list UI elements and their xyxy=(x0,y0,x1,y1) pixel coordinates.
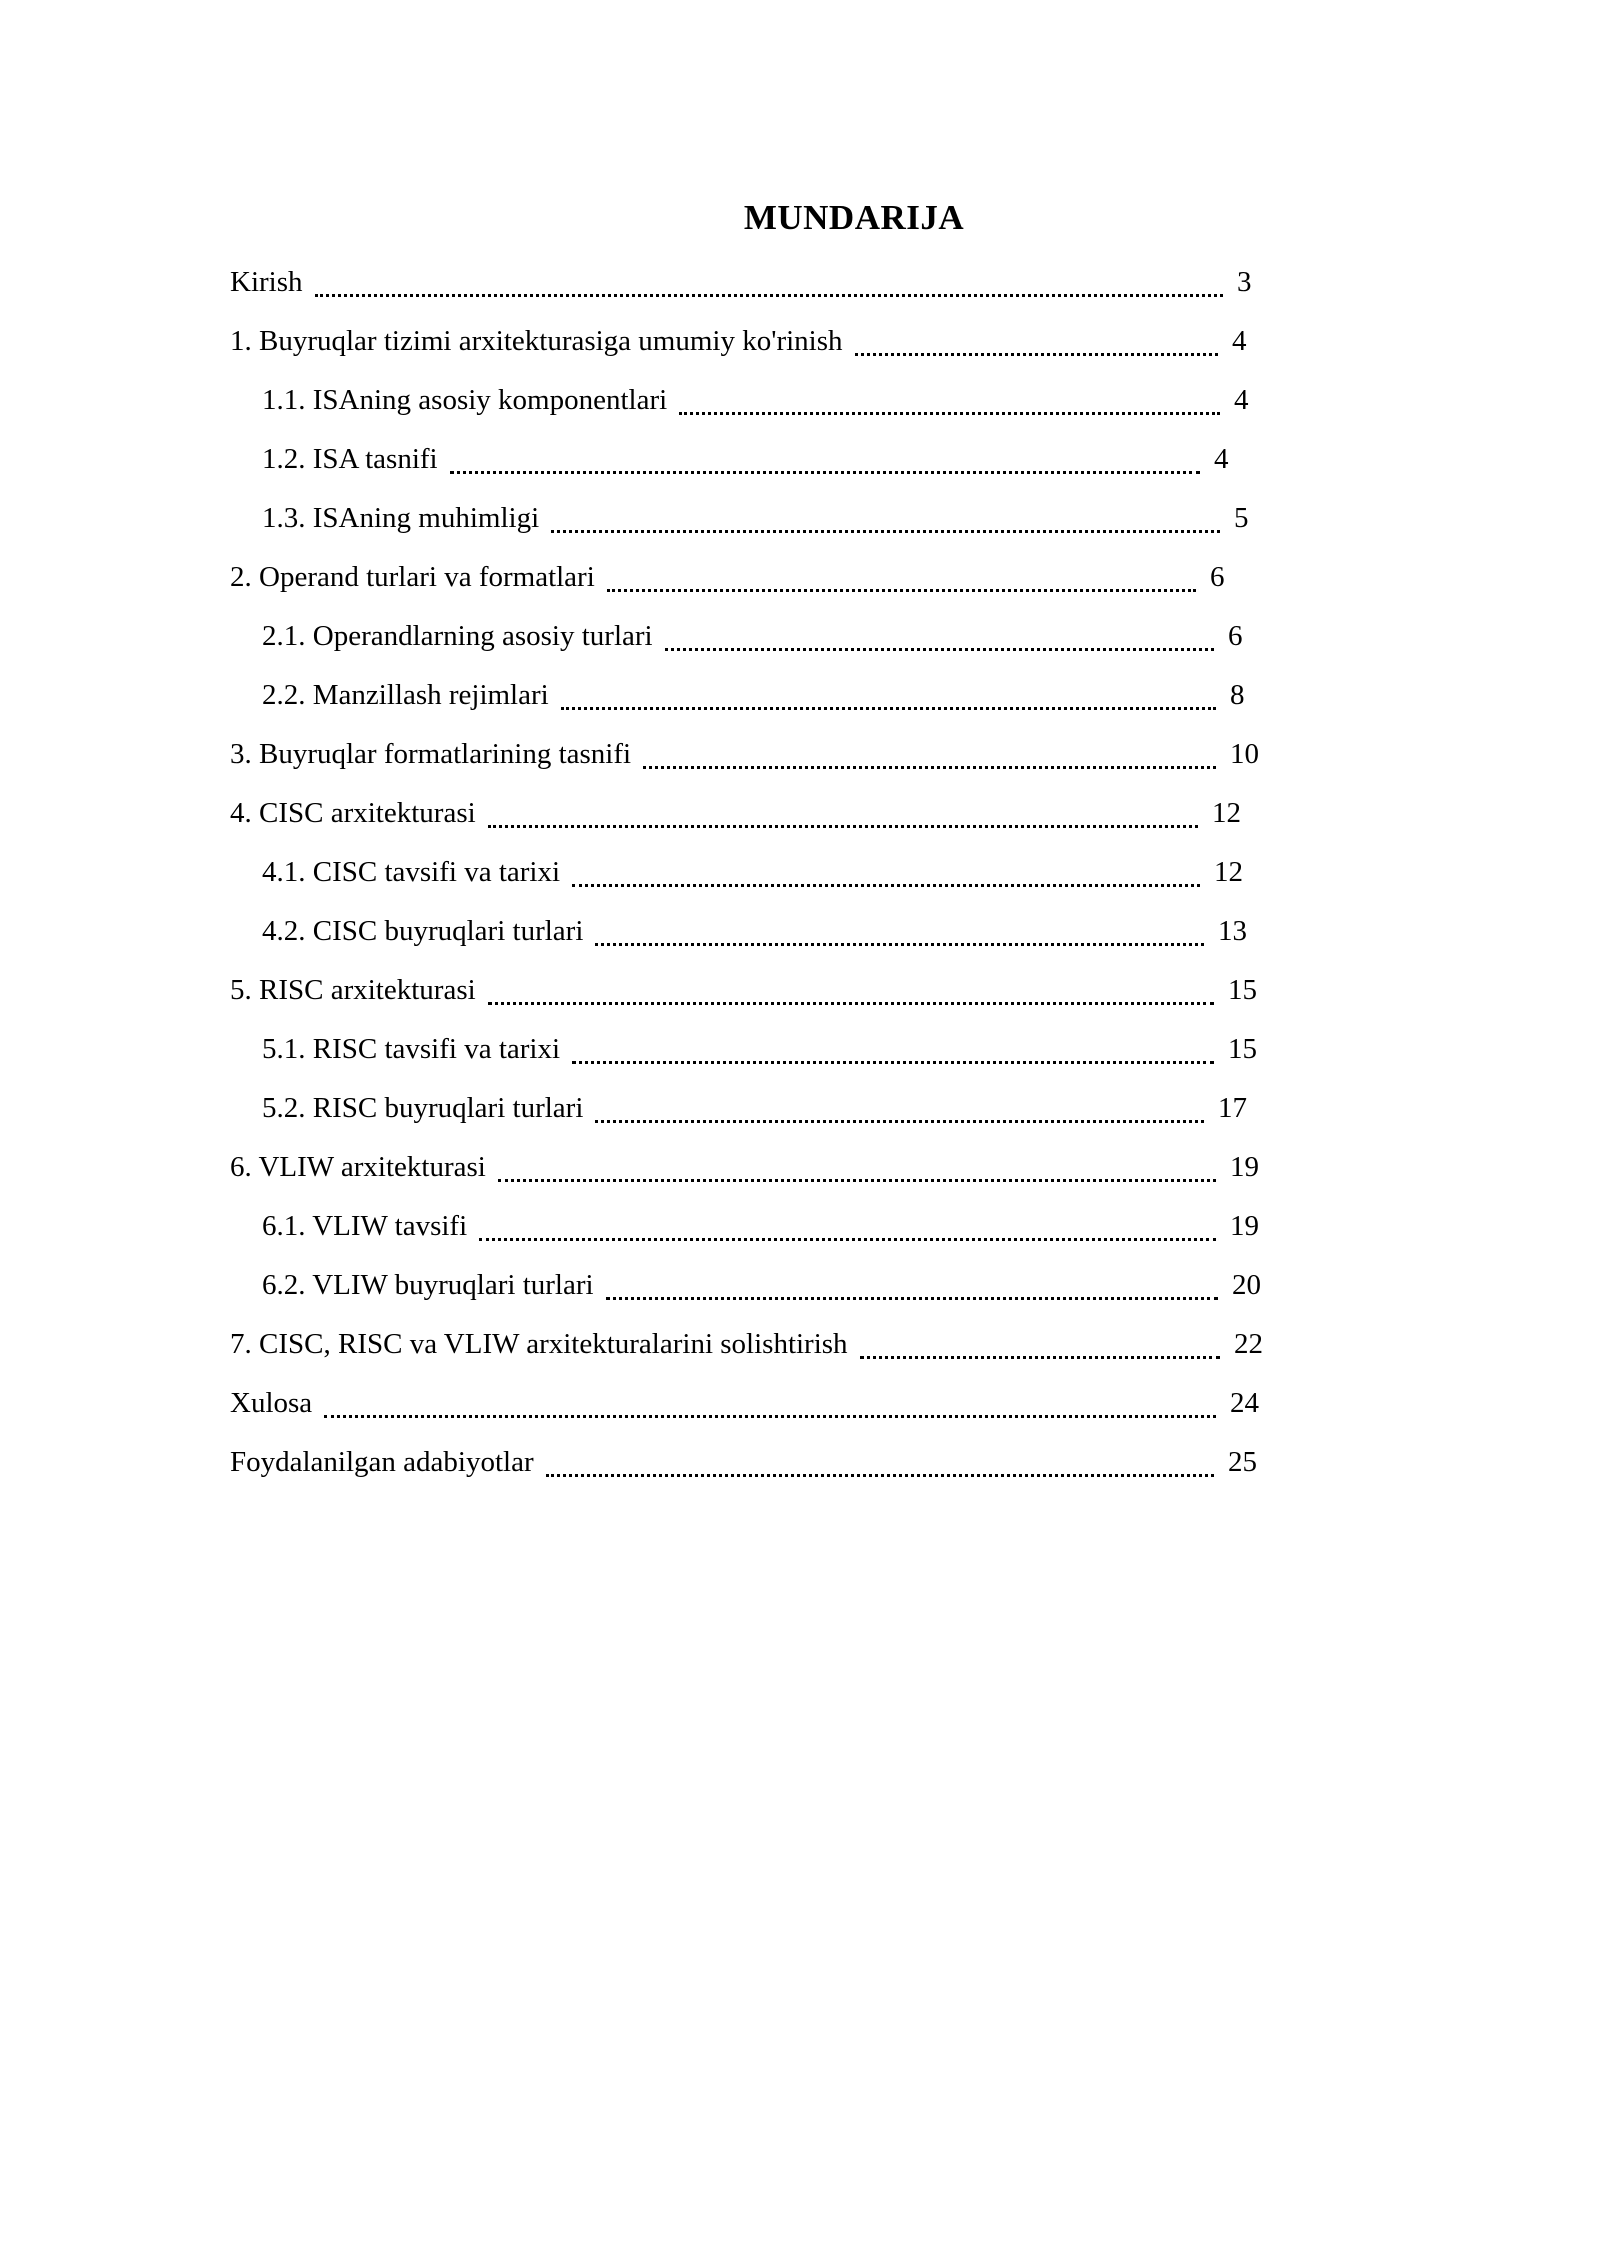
toc-page-number: 24 xyxy=(1230,1387,1259,1419)
toc-entry-label: 5.1. RISC tavsifi va tarixi xyxy=(262,1033,561,1065)
toc-entry xyxy=(230,431,1270,490)
toc-list xyxy=(230,254,1270,1493)
toc-page-number: 10 xyxy=(1230,738,1259,770)
toc-entry-label: Foydalanilgan adabiyotlar xyxy=(230,1446,534,1478)
toc-dot-leader xyxy=(572,884,1200,887)
toc-dot-leader xyxy=(450,471,1200,474)
toc-entry xyxy=(230,549,1270,608)
toc-dot-leader xyxy=(665,648,1214,651)
toc-entry xyxy=(230,844,1270,903)
toc-entry xyxy=(230,1198,1270,1257)
toc-page-number: 3 xyxy=(1237,266,1252,298)
toc-entry-label: 7. CISC, RISC va VLIW arxitekturalarini solishtirish xyxy=(230,1328,848,1360)
toc-dot-leader xyxy=(643,766,1216,769)
toc-dot-leader xyxy=(572,1061,1214,1064)
toc-entry-label: 4. CISC arxitekturasi xyxy=(230,797,476,829)
toc-entry xyxy=(230,490,1270,549)
toc-entry-label: 1. Buyruqlar tizimi arxitekturasiga umumiy ko'rinish xyxy=(230,325,843,357)
toc-page-number: 6 xyxy=(1210,561,1225,593)
toc-entry xyxy=(230,372,1270,431)
toc-entry-label: 3. Buyruqlar formatlarining tasnifi xyxy=(230,738,632,770)
toc-entry xyxy=(230,1080,1270,1139)
toc-entry xyxy=(230,254,1270,313)
toc-dot-leader xyxy=(561,707,1216,710)
toc-dot-leader xyxy=(498,1179,1216,1182)
toc-page-number: 17 xyxy=(1218,1092,1247,1124)
toc-entry xyxy=(230,667,1270,726)
toc-dot-leader xyxy=(324,1415,1216,1418)
toc-entry xyxy=(230,1434,1270,1493)
toc-entry-label: 6.2. VLIW buyruqlari turlari xyxy=(262,1269,594,1301)
toc-page-number: 15 xyxy=(1228,1033,1257,1065)
toc-dot-leader xyxy=(607,589,1196,592)
toc-dot-leader xyxy=(479,1238,1216,1241)
toc-dot-leader xyxy=(488,1002,1214,1005)
toc-entry-label: 2.2. Manzillash rejimlari xyxy=(262,679,549,711)
toc-entry xyxy=(230,726,1270,785)
toc-entry xyxy=(230,1316,1270,1375)
toc-entry-label: 2.1. Operandlarning asosiy turlari xyxy=(262,620,653,652)
toc-page-number: 5 xyxy=(1234,502,1249,534)
toc-entry xyxy=(230,1375,1270,1434)
toc-entry-label: 4.2. CISC buyruqlari turlari xyxy=(262,915,584,947)
toc-entry-label: 5. RISC arxitekturasi xyxy=(230,974,476,1006)
toc-page-number: 15 xyxy=(1228,974,1257,1006)
toc-dot-leader xyxy=(595,943,1204,946)
toc-page-number: 4 xyxy=(1232,325,1247,357)
toc-entry-label: Xulosa xyxy=(230,1387,313,1419)
toc-entry-label: Kirish xyxy=(230,266,303,298)
toc-dot-leader xyxy=(546,1474,1214,1477)
toc-entry-label: 1.3. ISAning muhimligi xyxy=(262,502,540,534)
toc-title: MUNDARIJA xyxy=(743,198,965,237)
toc-entry xyxy=(230,785,1270,844)
toc-page-number: 12 xyxy=(1212,797,1241,829)
toc-entry-label: 1.2. ISA tasnifi xyxy=(262,443,438,475)
toc-entry-label: 1.1. ISAning asosiy komponentlari xyxy=(262,384,668,416)
toc-entry xyxy=(230,962,1270,1021)
toc-entry xyxy=(230,1257,1270,1316)
toc-entry xyxy=(230,1139,1270,1198)
toc-entry-label: 6.1. VLIW tavsifi xyxy=(262,1210,468,1242)
toc-dot-leader xyxy=(679,412,1220,415)
toc-entry-label: 6. VLIW arxitekturasi xyxy=(230,1151,486,1183)
toc-entry-label: 2. Operand turlari va formatlari xyxy=(230,561,595,593)
toc-dot-leader xyxy=(488,825,1198,828)
toc-page-number: 6 xyxy=(1228,620,1243,652)
toc-dot-leader xyxy=(315,294,1223,297)
toc-page-number: 25 xyxy=(1228,1446,1257,1478)
toc-entry xyxy=(230,1021,1270,1080)
toc-dot-leader xyxy=(606,1297,1218,1300)
toc-page-number: 4 xyxy=(1234,384,1249,416)
toc-dot-leader xyxy=(595,1120,1204,1123)
toc-entry-label: 4.1. CISC tavsifi va tarixi xyxy=(262,856,561,888)
toc-page-number: 12 xyxy=(1214,856,1243,888)
toc-page-number: 8 xyxy=(1230,679,1245,711)
toc-page-number: 4 xyxy=(1214,443,1229,475)
toc-page-number: 20 xyxy=(1232,1269,1261,1301)
toc-entry xyxy=(230,608,1270,667)
toc-dot-leader xyxy=(860,1356,1220,1359)
toc-dot-leader xyxy=(855,353,1218,356)
toc-entry xyxy=(230,903,1270,962)
toc-page-number: 22 xyxy=(1234,1328,1263,1360)
toc-dot-leader xyxy=(551,530,1220,533)
toc-entry xyxy=(230,313,1270,372)
toc-page-number: 13 xyxy=(1218,915,1247,947)
toc-page-number: 19 xyxy=(1230,1210,1259,1242)
toc-entry-label: 5.2. RISC buyruqlari turlari xyxy=(262,1092,584,1124)
toc-page-number: 19 xyxy=(1230,1151,1259,1183)
